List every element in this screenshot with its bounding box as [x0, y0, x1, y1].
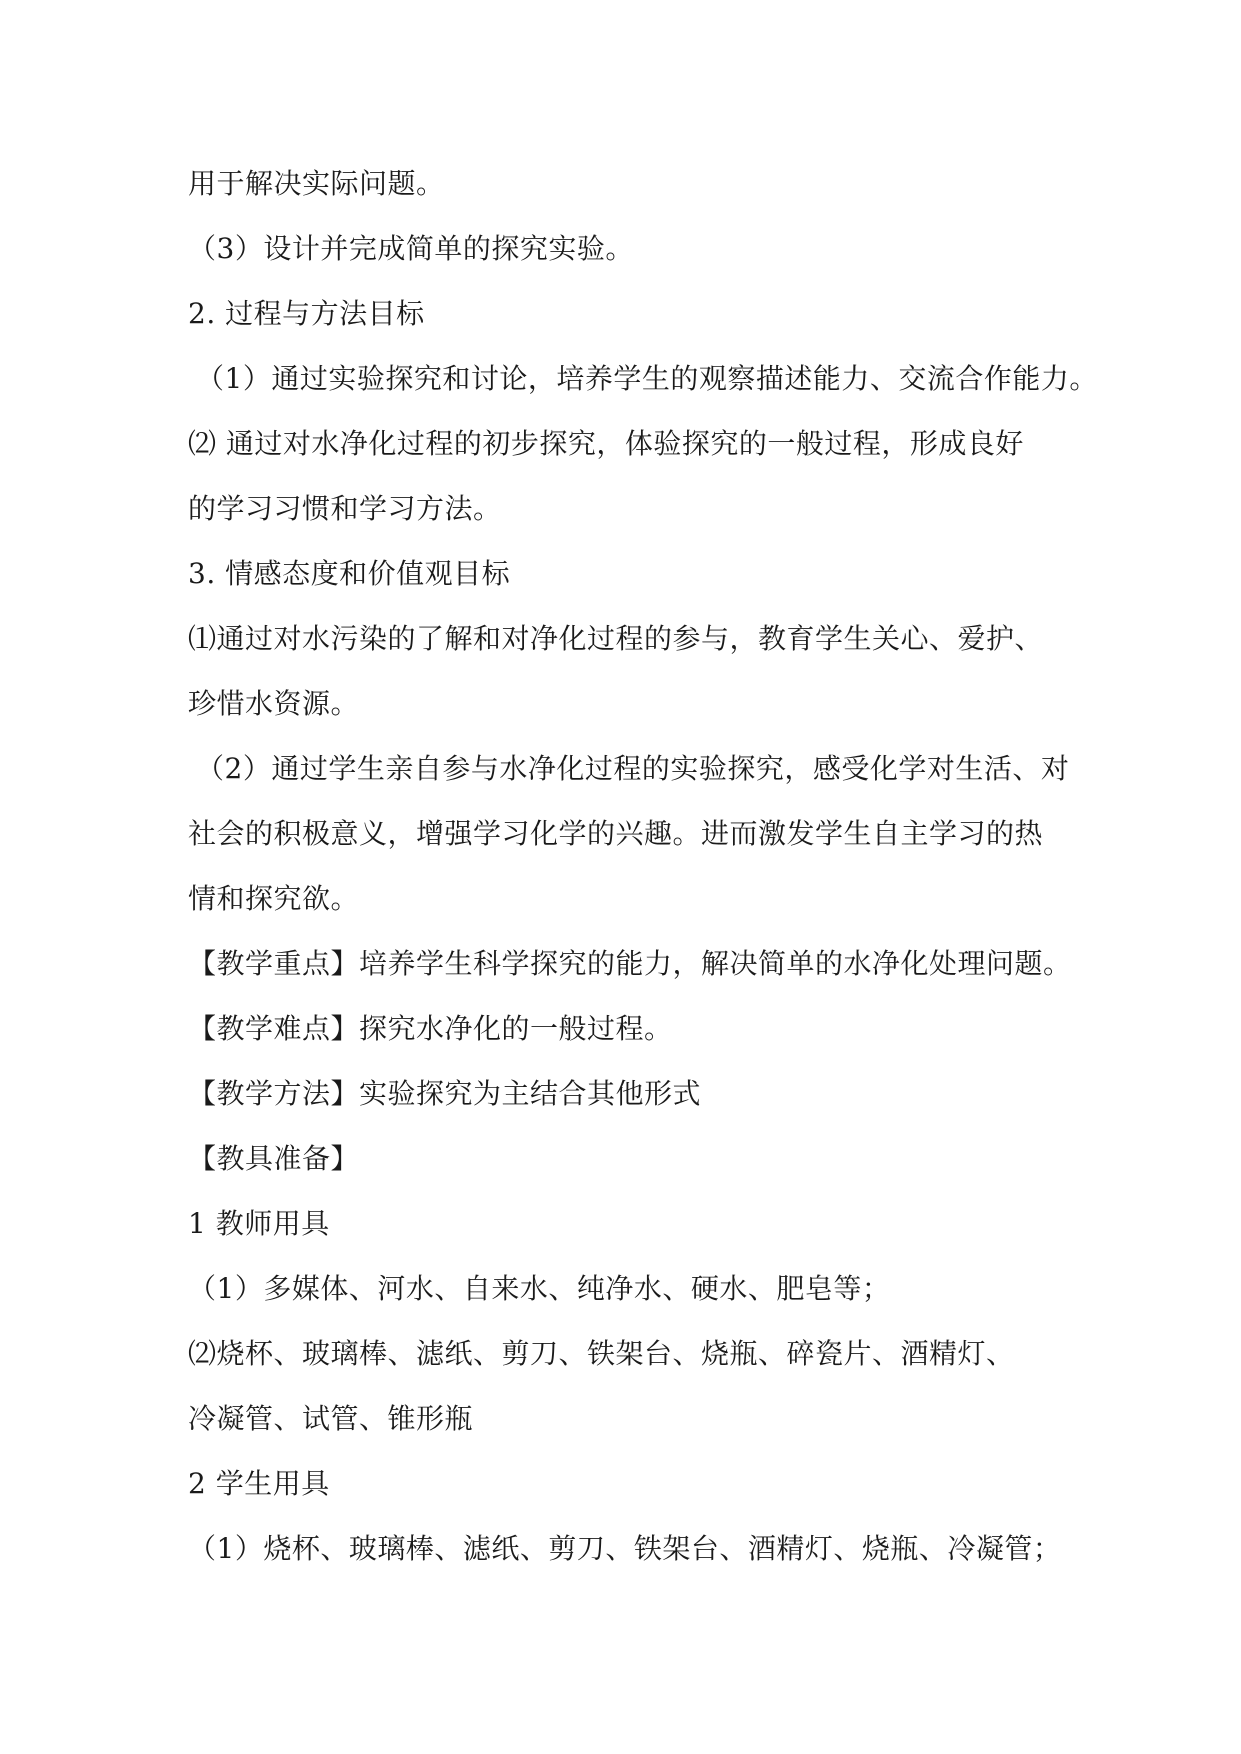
text-line: 用于解决实际问题。 [188, 167, 445, 200]
text-line: 社会的积极意义，增强学习化学的兴趣。进而激发学生自主学习的热 [188, 817, 1044, 850]
text-line: 的学习习惯和学习方法。 [188, 492, 502, 525]
text-line: （1）多媒体、河水、自来水、纯净水、硬水、肥皂等； [188, 1272, 891, 1305]
section-heading: 2. 过程与方法目标 [188, 297, 425, 330]
text-line: （3）设计并完成简单的探究实验。 [188, 232, 634, 265]
section-heading: 2 学生用具 [188, 1467, 330, 1500]
text-line: （1）通过实验探究和讨论，培养学生的观察描述能力、交流合作能力。 [196, 362, 1098, 395]
section-heading: 1 教师用具 [188, 1207, 330, 1240]
text-line: ⑵烧杯、玻璃棒、滤纸、剪刀、铁架台、烧瓶、碎瓷片、酒精灯、 [188, 1337, 1015, 1370]
teaching-focus: 【教学重点】培养学生科学探究的能力，解决简单的水净化处理问题。 [188, 947, 1072, 980]
teaching-method: 【教学方法】实验探究为主结合其他形式 [188, 1077, 702, 1110]
text-line: （2）通过学生亲自参与水净化过程的实验探究，感受化学对生活、对 [196, 752, 1070, 785]
text-line: ⑵ 通过对水净化过程的初步探究，体验探究的一般过程，形成良好 [188, 427, 1024, 460]
teaching-aids-heading: 【教具准备】 [188, 1142, 360, 1175]
section-heading: 3. 情感态度和价值观目标 [188, 557, 511, 590]
teaching-difficulty: 【教学难点】探究水净化的一般过程。 [188, 1012, 673, 1045]
text-line: 珍惜水资源。 [188, 687, 360, 720]
text-line: 冷凝管、试管、锥形瓶 [188, 1402, 474, 1435]
text-line: 情和探究欲。 [188, 882, 360, 915]
text-line: （1）烧杯、玻璃棒、滤纸、剪刀、铁架台、酒精灯、烧瓶、冷凝管； [188, 1532, 1062, 1565]
text-line: ⑴通过对水污染的了解和对净化过程的参与，教育学生关心、爱护、 [188, 622, 1044, 655]
